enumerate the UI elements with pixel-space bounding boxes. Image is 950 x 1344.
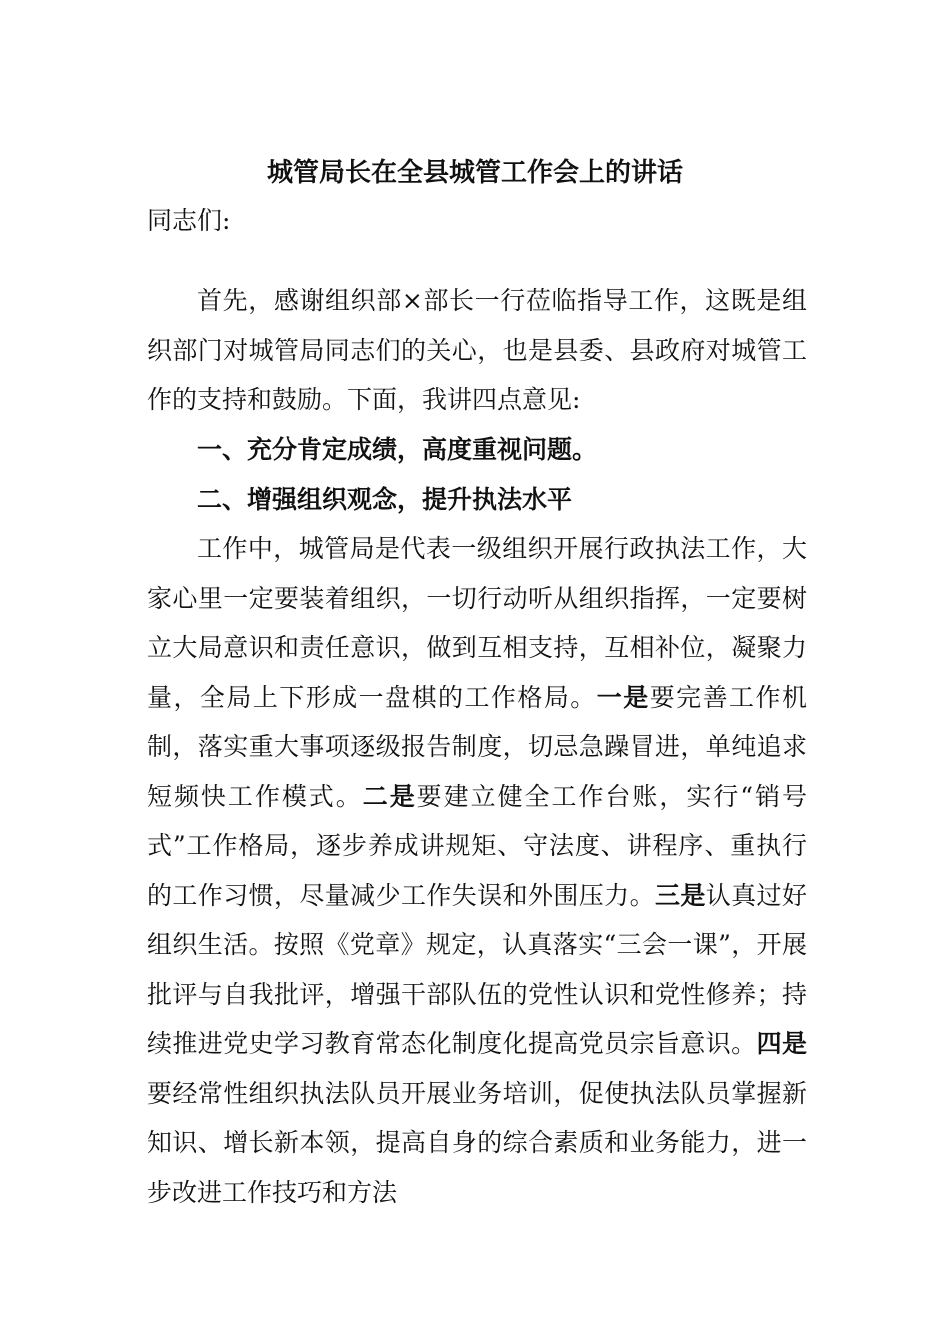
intro-paragraph: 首先，感谢组织部×部长一行莅临指导工作，这既是组织部门对城管局同志们的关心，也是县委、县政府对城管工作的支持和鼓励。下面，我讲四点意见: xyxy=(147,286,807,414)
point-marker-2: 二是 xyxy=(362,781,417,811)
salutation: 同志们: xyxy=(147,206,231,235)
document-title: 城管局长在全县城管工作会上的讲话 xyxy=(266,158,683,188)
section-heading-1: 一、充分肯定成绩，高度重视问题。 xyxy=(197,435,598,464)
body-lead-text: 工作中，城管局是代表一级组织开展行政执法工作，大家心里一定要装着组织，一切行动听从组织指挥，一定要树立大局意识和责任意识，做到互相支持，互相补位，凝聚力量，全局上下形成一盘棋的工作格局。 xyxy=(147,534,807,712)
body-paragraph xyxy=(147,524,807,1217)
section-heading-2: 二、增强组织观念，提升执法水平 xyxy=(197,485,573,514)
point-text-3: 认真过好组织生活。按照《党章》规定，认真落实“三会一课”，开展批评与自我批评，增强干部队伍的党性认识和党性修养；持续推进党史学习教育常态化制度化提高党员宗旨意识。 xyxy=(147,880,807,1058)
point-text-4: 要经常性组织执法队员开展业务培训，促使执法队员掌握新知识、增长新本领，提高自身的综合素质和业务能力，进一步改进工作技巧和方法 xyxy=(147,1078,807,1207)
point-marker-4: 四是 xyxy=(756,1029,807,1058)
point-text-1: 要完善工作机制，落实重大事项逐级报告制度，切忌急躁冒进，单纯追求短频快工作模式。 xyxy=(147,682,807,811)
point-text-2: 要建立健全工作台账，实行“销号式”工作格局，逐步养成讲规矩、守法度、讲程序、重执行的工作习惯，尽量减少工作失误和外围压力。 xyxy=(147,781,807,910)
point-marker-3: 三是 xyxy=(654,880,706,910)
point-marker-1: 一是 xyxy=(596,682,650,712)
